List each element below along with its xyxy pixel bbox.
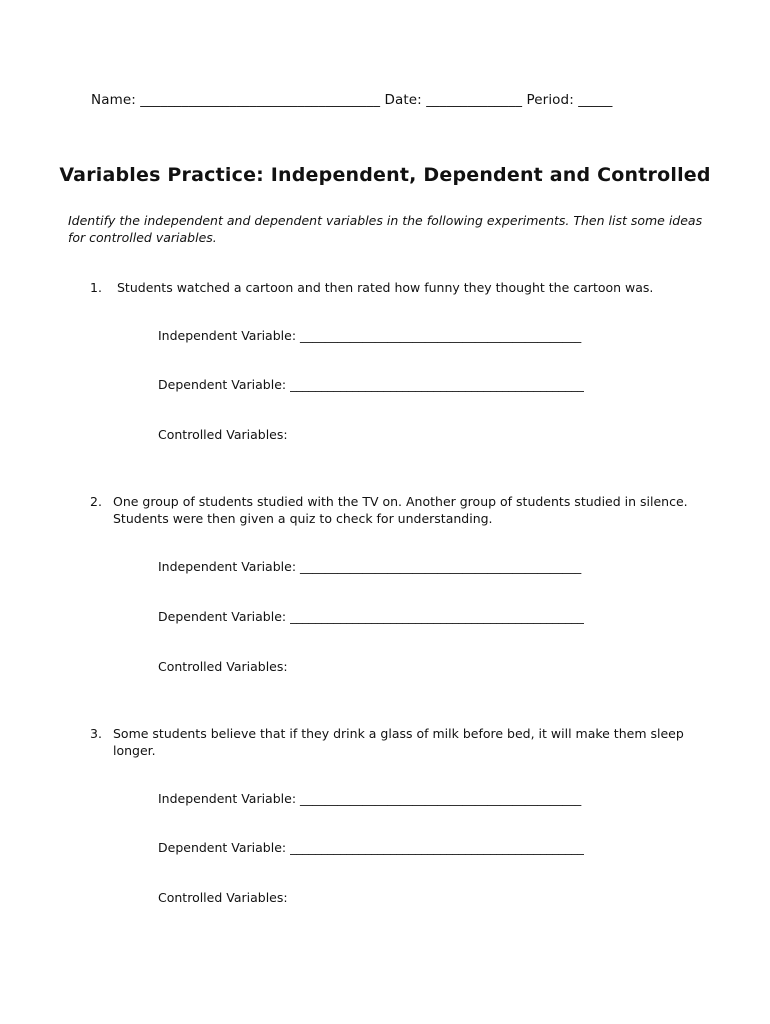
page-title: Variables Practice: Independent, Dependent and Controlled [59, 164, 711, 186]
dependent-label: Dependent Variable: [158, 377, 287, 392]
q2-independent-field [158, 559, 581, 574]
independent-blank[interactable]: _____________________________________________ [300, 328, 582, 343]
q3-dependent-field [158, 840, 584, 855]
header-line [91, 92, 613, 108]
independent-blank[interactable]: _____________________________________________ [300, 559, 582, 574]
q3-independent-field [158, 791, 581, 806]
period-blank[interactable]: _____ [578, 92, 613, 108]
period-label: Period: [526, 92, 574, 108]
controlled-label: Controlled Variables: [158, 890, 288, 905]
question-1 [90, 279, 700, 296]
dependent-blank[interactable]: _______________________________________________ [290, 840, 584, 855]
date-label: Date: [384, 92, 422, 108]
question-2 [90, 493, 700, 527]
controlled-label: Controlled Variables: [158, 659, 288, 674]
dependent-blank[interactable]: _______________________________________________ [290, 377, 584, 392]
date-blank[interactable]: ______________ [426, 92, 523, 108]
name-label: Name: [91, 92, 136, 108]
independent-label: Independent Variable: [158, 328, 297, 343]
q1-independent-field [158, 328, 581, 343]
question-text: Students watched a cartoon and then rated how funny they thought the cartoon was. [117, 280, 654, 295]
dependent-label: Dependent Variable: [158, 840, 287, 855]
question-text: Some students believe that if they drink a glass of milk before bed, it will make them sleep longer. [113, 726, 684, 758]
question-3 [90, 725, 700, 759]
question-number: 3. [90, 726, 102, 741]
q2-dependent-field [158, 609, 584, 624]
independent-blank[interactable]: _____________________________________________ [300, 791, 582, 806]
question-number: 2. [90, 494, 102, 509]
instructions: Identify the independent and dependent variables in the following experiments. Then list some ideas for controlled variables. [68, 213, 703, 245]
question-number: 1. [90, 280, 102, 295]
q3-controlled-field [158, 890, 288, 905]
q1-dependent-field [158, 377, 584, 392]
dependent-blank[interactable]: _______________________________________________ [290, 609, 584, 624]
independent-label: Independent Variable: [158, 791, 297, 806]
controlled-label: Controlled Variables: [158, 427, 288, 442]
name-blank[interactable]: ___________________________________ [140, 92, 381, 108]
q2-controlled-field [158, 659, 288, 674]
question-text: One group of students studied with the TV on. Another group of students studied in silence. Students were then given a quiz to check for understanding. [113, 494, 688, 526]
dependent-label: Dependent Variable: [158, 609, 287, 624]
q1-controlled-field [158, 427, 288, 442]
independent-label: Independent Variable: [158, 559, 297, 574]
